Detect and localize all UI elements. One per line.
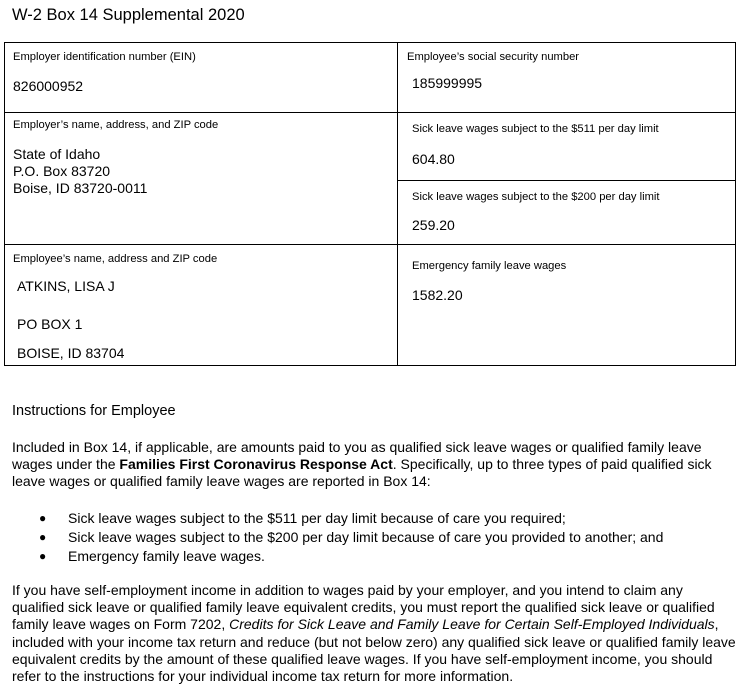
ein-value: 826000952 — [13, 78, 84, 94]
p1-act-name: Families First Coronavirus Response Act — [119, 456, 393, 473]
list-item — [39, 509, 663, 528]
sick-511-box — [398, 113, 735, 181]
list-item — [39, 528, 664, 547]
sick-511-value: 604.80 — [412, 151, 455, 167]
bullet-icon: ● — [39, 549, 47, 563]
ssn-box — [398, 43, 735, 113]
ein-label: Employer identification number (EIN) — [13, 51, 196, 63]
employer-line-3: Boise, ID 83720-0011 — [13, 180, 148, 196]
list-item-text: Sick leave wages subject to the $511 per day limit because of care you required; — [68, 510, 566, 526]
employer-address — [13, 146, 147, 197]
form-right-column — [398, 43, 735, 365]
emergency-box — [398, 245, 735, 367]
ssn-value: 185999995 — [412, 75, 483, 91]
employer-line-1: State of Idaho — [13, 146, 101, 162]
p2-form-title: Credits for Sick Leave and Family Leave for Certain Self-Employed Individuals — [229, 616, 715, 633]
instructions-heading: Instructions for Employee — [12, 403, 176, 419]
sick-200-label: Sick leave wages subject to the $200 per day limit — [412, 191, 660, 203]
employee-address-1: PO BOX 1 — [17, 316, 83, 332]
list-item-text: Sick leave wages subject to the $200 per day limit because of care you provided to another; and — [68, 529, 664, 545]
sick-200-value: 259.20 — [412, 217, 455, 233]
sick-200-box — [398, 181, 735, 245]
sick-511-label: Sick leave wages subject to the $511 per day limit — [412, 123, 659, 135]
emergency-label: Emergency family leave wages — [412, 260, 567, 272]
employee-box — [5, 245, 397, 367]
p1-text-b: . Specifically, up to three types of paid qualified sick leave wages or qualified family leave wages are reported in Box 14: — [12, 456, 712, 490]
leave-types-list — [39, 509, 664, 566]
list-item — [39, 547, 663, 566]
employer-line-2: P.O. Box 83720 — [13, 163, 111, 179]
employer-box — [5, 113, 397, 245]
p2-text-a: If you have self-employment income in addition to wages paid by your employer, and you intend to claim any qualified sick leave or qualified family leave equivalent credits, you must report the qualified sick leave or qualified family leave wages on Form 7202, — [12, 582, 715, 633]
p1-text-a: Included in Box 14, if applicable, are amounts paid to you as qualified sick leave wages or qualified family leave wages under the — [12, 439, 702, 473]
list-item-text: Emergency family leave wages. — [68, 548, 265, 564]
emergency-value: 1582.20 — [412, 287, 463, 303]
employee-label: Employee’s name, address and ZIP code — [13, 253, 218, 265]
employer-label: Employer’s name, address, and ZIP code — [13, 119, 219, 131]
instructions-paragraph-2 — [12, 582, 737, 685]
bullet-icon: ● — [39, 511, 47, 525]
form-left-column — [5, 43, 398, 365]
page-title: W-2 Box 14 Supplemental 2020 — [12, 6, 245, 24]
ssn-label: Employee’s social security number — [407, 51, 580, 63]
w2-box14-form — [4, 42, 736, 366]
bullet-icon: ● — [39, 530, 47, 544]
employee-address-2: BOISE, ID 83704 — [17, 345, 125, 361]
employee-name: ATKINS, LISA J — [17, 278, 115, 294]
p2-text-b: , included with your income tax return and reduce (but not below zero) any qualified sick leave or qualified family leave equivalent credits by the amount of these qualified leave wages. If you have self-employment income, you should refer to the instructions for your individual income tax return for more information. — [12, 616, 736, 685]
ein-box — [5, 43, 397, 113]
instructions-paragraph-1 — [12, 439, 737, 491]
